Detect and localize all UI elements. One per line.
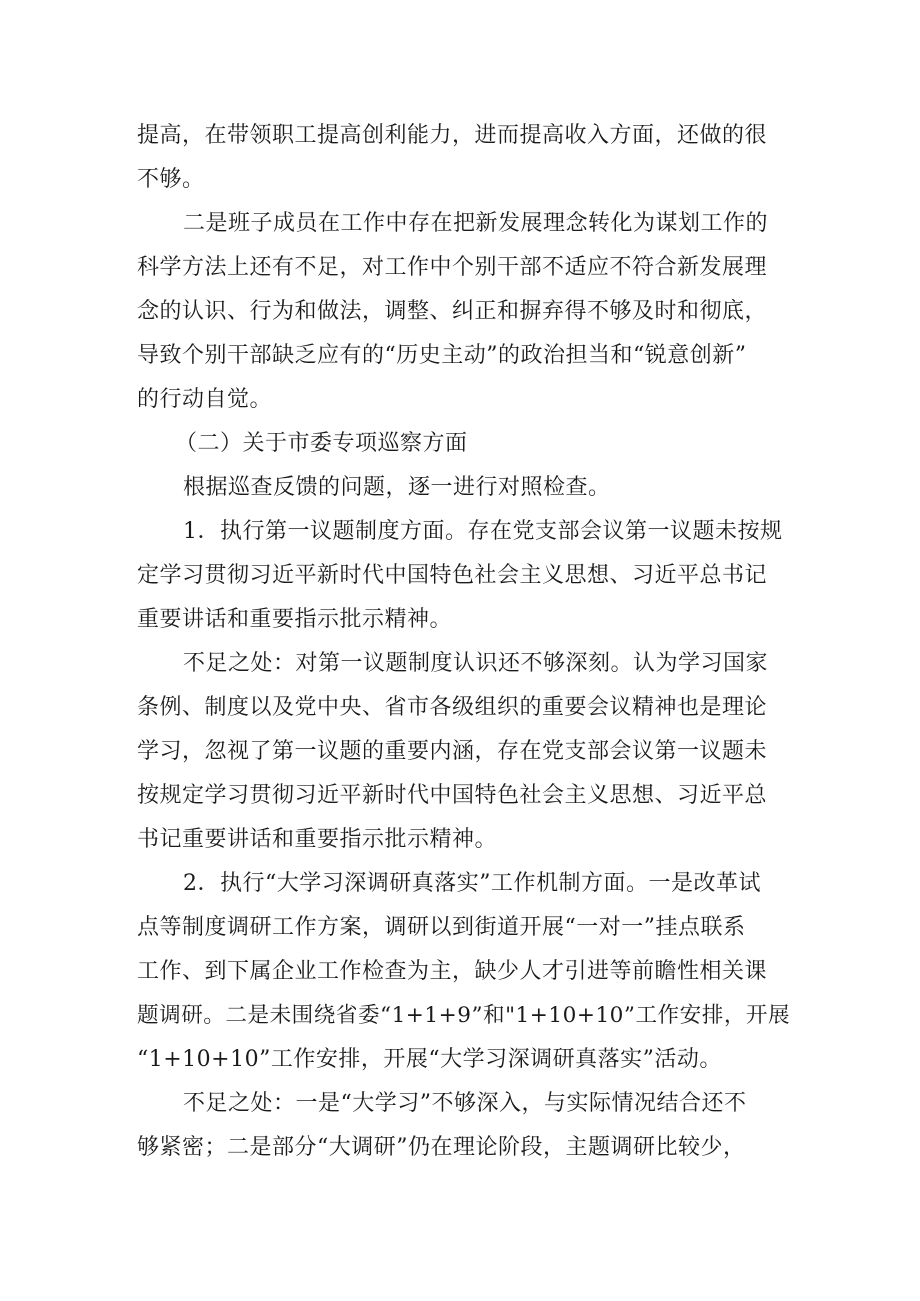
text-line: 的行动自觉。: [137, 387, 273, 412]
text-line: 科学方法上还有不足，对工作中个别干部不适应不符合新发展理: [137, 255, 768, 280]
paragraph-start-line: 不足之处：对第一议题制度认识还不够深刻。认为学习国家: [183, 651, 769, 676]
item-heading-line: 1．执行第一议题制度方面。存在党支部会议第一议题未按规: [183, 519, 783, 544]
text-line: “1+10+10”工作安排，开展“大学习深调研真落实”活动。: [137, 1047, 722, 1072]
text-line: 书记重要讲话和重要指示批示精神。: [137, 827, 498, 852]
text-line: 够紧密；二是部分“大调研”仍在理论阶段，主题调研比较少，: [137, 1135, 746, 1160]
item-heading-line: 2．执行“大学习深调研真落实”工作机制方面。一是改革试: [183, 871, 761, 896]
text-line: 点等制度调研工作方案，调研以到街道开展“一对一”挂点联系: [137, 915, 746, 940]
text-line: 不够。: [137, 167, 205, 192]
text-line: 导致个别干部缺乏应有的“历史主动”的政治担当和“锐意创新”: [137, 343, 747, 368]
text-line: 题调研。二是未围绕省委“1+1+9”和"1+10+10”工作安排，开展: [137, 1003, 791, 1028]
paragraph-start-line: 不足之处：一是“大学习”不够深入，与实际情况结合还不: [183, 1091, 747, 1116]
paragraph-start-line: 二是班子成员在工作中存在把新发展理念转化为谋划工作的: [183, 211, 769, 236]
text-line: 按规定学习贯彻习近平新时代中国特色社会主义思想、习近平总: [137, 783, 768, 808]
text-line: 条例、制度以及党中央、省市各级组织的重要会议精神也是理论: [137, 695, 768, 720]
text-line: 学习，忽视了第一议题的重要内涵，存在党支部会议第一议题未: [137, 739, 768, 764]
text-line: 工作、到下属企业工作检查为主，缺少人才引进等前瞻性相关课: [137, 959, 768, 984]
text-line: 念的认识、行为和做法，调整、纠正和摒弃得不够及时和彻底，: [137, 299, 768, 324]
section-heading: （二）关于市委专项巡察方面: [175, 431, 468, 456]
text-line: 定学习贯彻习近平新时代中国特色社会主义思想、习近平总书记: [137, 563, 768, 588]
text-line: 提高，在带领职工提高创利能力，进而提高收入方面，还做的很: [137, 123, 768, 148]
paragraph-start-line: 根据巡查反馈的问题，逐一进行对照检查。: [183, 475, 611, 500]
text-line: 重要讲话和重要指示批示精神。: [137, 607, 453, 632]
